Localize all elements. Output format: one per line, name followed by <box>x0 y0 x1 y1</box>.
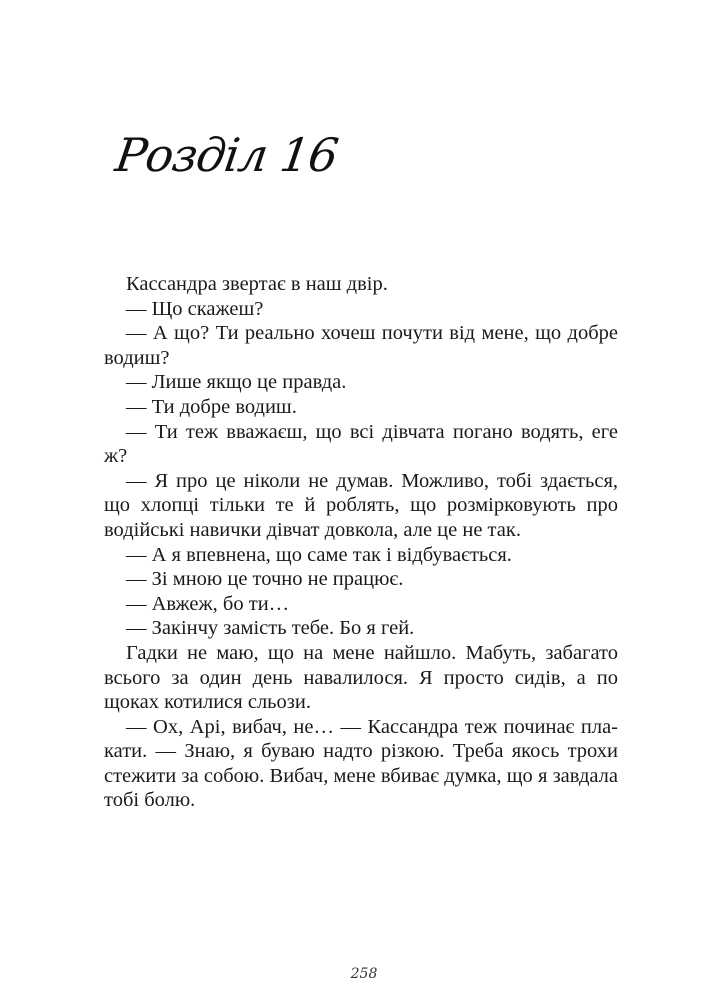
body-text <box>104 272 618 813</box>
paragraph: — Що скажеш? <box>126 297 264 320</box>
paragraph: — Лише якщо це правда. <box>126 371 347 394</box>
paragraph: — Закінчу замість тебе. Бо я гей. <box>126 617 415 640</box>
paragraph: — А що? Ти реально хочеш почути від мене, що добре водиш? <box>104 322 618 369</box>
paragraph: — Ох, Арі, вибач, не… — Кассандра теж починає плакати. — Знаю, я буваю надто різкою. Треба якось трохи стежити за собою. Вибач, мене вбиває думка, що я завдала тобі болю. <box>104 715 618 812</box>
paragraph: — Зі мною це точно не працює. <box>126 568 404 591</box>
paragraph: — Ти добре водиш. <box>126 395 297 418</box>
paragraph: Гадки не маю, що на мене найшло. Мабуть, забагато всього за один день навалилося. Я просто сидів, а по щоках котилися сльози. <box>104 641 618 714</box>
paragraph: — Ти теж вважаєш, що всі дівчата погано водять, еге ж? <box>104 420 618 468</box>
paragraph: — А я впевнена, що саме так і відбувається. <box>126 543 512 566</box>
page-number: 258 <box>350 966 378 982</box>
paragraph: Кассандра звертає в наш двір. <box>126 273 388 295</box>
chapter-title: Розділ 16 <box>112 128 341 182</box>
paragraph: — Авжеж, бо ти… <box>126 592 290 615</box>
paragraph: — Я про це ніколи не думав. Можливо, тобі здається, що хлопці тільки те й роблять, що розмірковують про водійські навички дівчат довкола, але це не так. <box>104 469 618 541</box>
